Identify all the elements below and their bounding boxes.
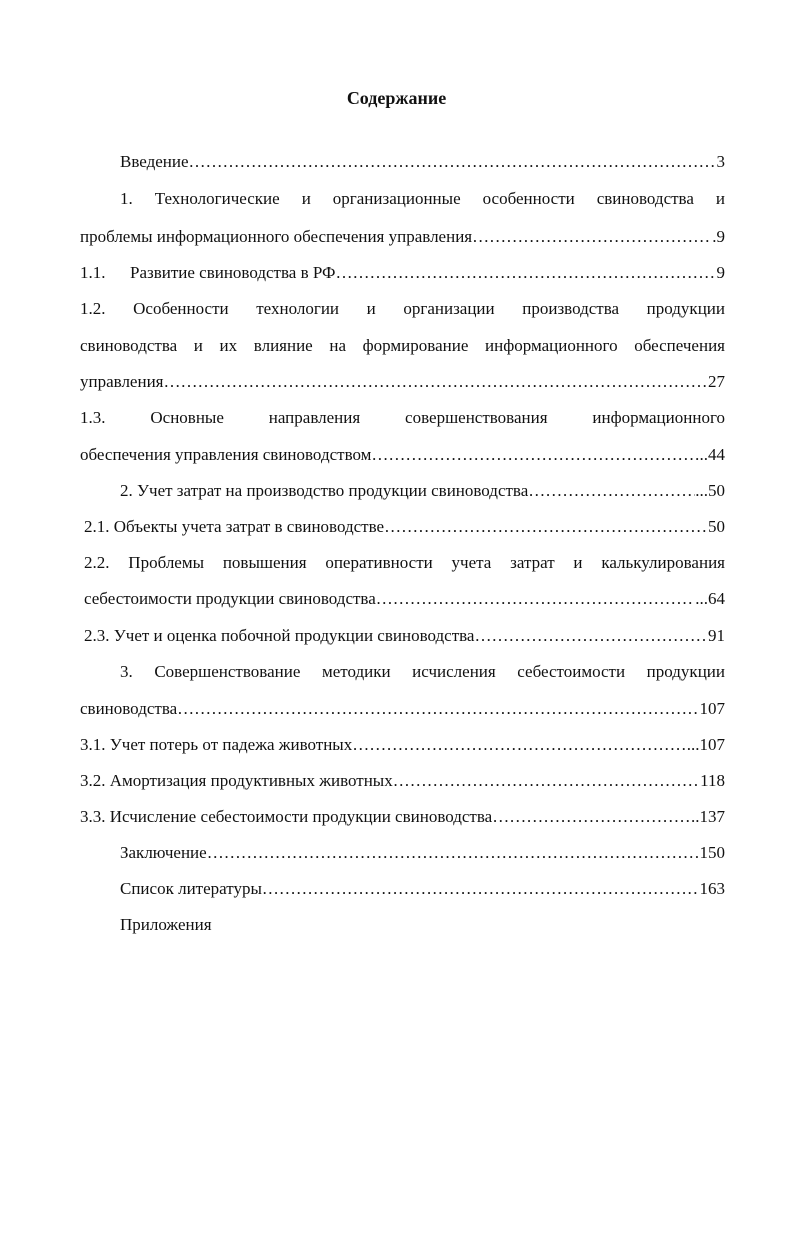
toc-section-1-2-line-3[interactable] [80, 372, 725, 392]
dot-leader [207, 843, 700, 863]
toc-entry-label: себестоимости продукции свиноводства [84, 589, 376, 608]
toc-entry-label: 2.3. Учет и оценка побочной продукции свиноводства [84, 626, 475, 645]
toc-entry-references[interactable] [120, 879, 725, 899]
toc-page-number: 50 [708, 517, 725, 536]
dot-leader [371, 445, 699, 465]
toc-entry-label: проблемы информационного обеспечения управления [80, 227, 473, 246]
toc-page-number: ..44 [699, 445, 725, 464]
toc-entry-label: Введение [120, 152, 189, 171]
toc-section-1-2-line-2[interactable]: свиноводства и их влияние на формирование информационного обеспечения [80, 336, 725, 355]
toc-entry-label: Заключение [120, 843, 207, 862]
toc-page-number: ...107 [686, 735, 725, 754]
toc-entry-label: управления [80, 372, 164, 391]
toc-page-number: ..137 [691, 807, 725, 826]
toc-section-2-3[interactable] [84, 626, 725, 646]
toc-entry-label: 3.3. Исчисление себестоимости продукции свиноводства [80, 807, 493, 826]
dot-leader [352, 735, 687, 755]
toc-entry-intro[interactable] [120, 152, 725, 172]
toc-chapter-3-line-1[interactable]: 3. Совершенствование методики исчисления себестоимости продукции [120, 662, 725, 681]
dot-leader [384, 517, 708, 537]
dot-leader [474, 626, 708, 646]
dot-leader [262, 879, 700, 899]
toc-section-2-2-line-1[interactable]: 2.2. Проблемы повышения оперативности учета затрат и калькулирования [84, 553, 725, 572]
toc-entry-label: 3.1. Учет потерь от падежа животных [80, 735, 353, 754]
toc-chapter-1-line-1[interactable]: 1. Технологические и организационные особенности свиноводства и [120, 189, 725, 208]
toc-entry-label: обеспечения управления свиноводством [80, 445, 372, 464]
toc-page-number: 118 [700, 771, 725, 790]
dot-leader [177, 699, 699, 719]
toc-chapter-3-line-2[interactable] [80, 699, 725, 719]
dot-leader [528, 481, 695, 501]
toc-entry-label: свиноводства [80, 699, 178, 718]
toc-page-number: ...64 [695, 589, 725, 608]
toc-page-number: ...50 [695, 481, 725, 500]
dot-leader [393, 771, 700, 791]
page-title: Содержание [346, 88, 447, 108]
toc-entry-label: 2. Учет затрат на производство продукции свиноводства [120, 481, 529, 500]
toc-section-1-1[interactable] [80, 263, 725, 283]
toc-entry-label: Развитие свиноводства в РФ [130, 263, 336, 282]
toc-entry-number: 1.1. [80, 263, 106, 282]
toc-chapter-1-line-2[interactable] [80, 227, 725, 247]
toc-section-1-2-line-1[interactable]: 1.2. Особенности технологии и организации производства продукции [80, 299, 725, 318]
toc-entry-conclusion[interactable] [120, 843, 725, 863]
dot-leader [164, 372, 709, 392]
dot-leader [472, 227, 712, 247]
toc-section-1-3-line-1[interactable]: 1.3. Основные направления совершенствования информационного [80, 408, 725, 427]
toc-page-number: 9 [716, 263, 725, 282]
toc-section-3-2[interactable] [80, 771, 725, 791]
dot-leader [492, 807, 691, 827]
toc-page-number: 3 [716, 152, 725, 171]
toc-page-number: 163 [699, 879, 725, 898]
toc-chapter-2[interactable] [120, 481, 725, 501]
toc-page-number: 107 [699, 699, 725, 718]
toc-page-number: 150 [699, 843, 725, 862]
dot-leader [376, 589, 695, 609]
toc-entry-appendices[interactable]: Приложения [120, 915, 212, 934]
toc-entry-label: 2.1. Объекты учета затрат в свиноводстве [84, 517, 385, 536]
toc-entry-label: Список литературы [120, 879, 262, 898]
toc-section-1-3-line-2[interactable] [80, 445, 725, 465]
dot-leader [189, 152, 717, 172]
toc-section-3-1[interactable] [80, 735, 725, 755]
toc-section-2-1[interactable] [84, 517, 725, 537]
toc-page-number: 91 [708, 626, 725, 645]
toc-page-number: .9 [712, 227, 725, 246]
toc-entry-label: 3.2. Амортизация продуктивных животных [80, 771, 393, 790]
toc-page-number: 27 [708, 372, 725, 391]
dot-leader [335, 263, 716, 283]
toc-section-3-3[interactable] [80, 807, 725, 827]
toc-section-2-2-line-2[interactable] [84, 589, 725, 609]
